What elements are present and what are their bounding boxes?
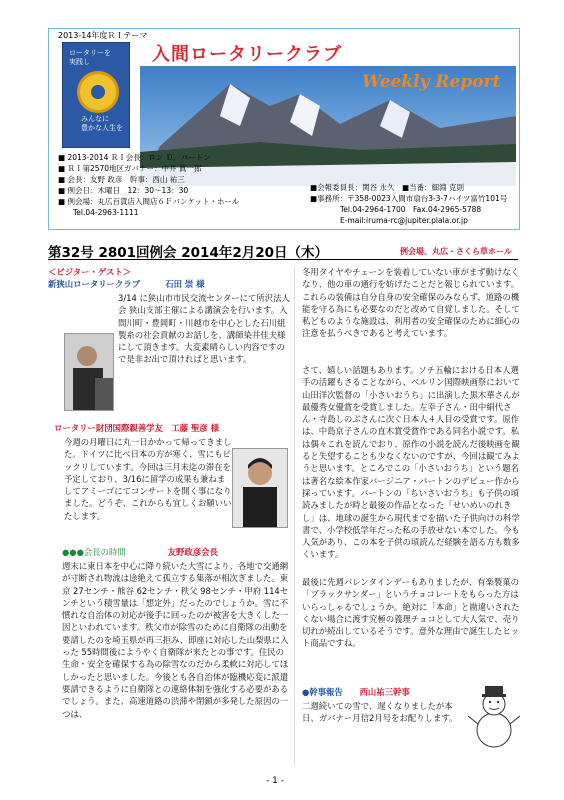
secretary-heading: ●幹事報告 西山祐三幹事: [302, 687, 410, 697]
guest1-text: 3/14 に狭山市市民交流センターにて所沢法人会 狭山支部主催による講演会を行います。入間川町・豊岡町・川越市を中心とした石川組製糸の社会貢献のお話しを、講師染井佳夫様にして頂きます。大変素晴らしい内容ですので是非お出で頂ければと思います。: [118, 293, 290, 365]
president-heading: ●●●会長の時間 友野政彦会長: [62, 547, 218, 557]
guest2-text: 今週の月曜日に丸一日かかって帰ってきました。ドイツに比べ日本の方が寒く、雪にもビックリしています。今回は三月末迄の滞在を予定しており、3/16に留学の成果も兼ねましてアミーゴにてコンサートを開く事になりました。どうぞ、これからも宜しくお願いいたします。: [64, 437, 232, 521]
secretary-text: 二週続いての雪で、遅くなりましたが本日、ガバナー月信2月号をお配りします。: [302, 701, 458, 724]
club-name: 入間ロータリークラブ: [152, 44, 342, 65]
office-info: ■会報委員長：関谷 永久 ■当番：細淵 克則 ■事務所：〒358-0023入間市扇台3-3-7ハイツ富竹101号 Tel.04-2964-1700 Fax.04-2965-5788 E-mail:iruma-rc@jupiter.plala.or.jp: [310, 183, 508, 225]
president-text: 週末に東日本を中心に降り続いた大雪により、各地で交通網が寸断され物流は途絶えて孤立する集落が相次ぎました。東京 27センチ・熊谷 62センチ・秩父 98センチ・甲府 114センチという積雪量は「想定外」だったのでしょうか。雪に不慣れな自治体の対応が後手に回ったのが被害を大きくした一因といわれています。秩父市が除雪のために自衛隊の出動を要請したのを埼玉県が再三拒み、即座に対応した山梨県に入った 55時間後にようやく自衛隊が来たとの事です。住民の生命・安全を確保する為の除雪なのだから柔軟に対応してほしかったと思いました。今後とも各自治体が臨機応変に派遣要請できるように自衛隊との連絡体制を強化する必要があるでしょう。また、高速道路の渋滞や閉鎖が多発した原因の一つは、: [62, 561, 289, 719]
right-text-2: さて、嬉しい話題もあります。ソチ五輪における日本人選手の活躍もさることながら、ベルリン国際映画祭において山田洋次監督の「小さいおうち」に出演した黒木華さんが最優秀女優賞を受賞しました。左幸子さん・田中絹代さん・寺島しのぶさんに次ぐ日本人４人目の受賞です。原作は、中島京子さんの直木賞受賞作である同名小説です。私は偶々これを読んでおり、原作の小説を読んだ後映画を観ると失望することも少なくないのですが、今回は観てみようと思います。ところでこの「小さいおうち」という題名は著名な絵本作家バージニア・バートンのデビュー作から採っています。バートンの「ちいさいおうち」も子供の頃読みましたが時と最後の作品となった「せいめいのれきし」は、地球の誕生から現代までを描いた子供向けの科学書で、小学校低学年だった私の手放せない本でした。今も人気があり、この本を子供の頃読んだ経験を語る方も数多くいます。: [302, 365, 520, 560]
venue-note: 例会場、丸広・さくら草ホール: [400, 247, 512, 256]
club-info: ■ 2013-2014 ＲＩ会長：ロン Ｄ．バートン ■ ＲＩ第2570地区ガバナー：中井 眞一郎 ■ 会長：友野 政彦 幹事：西山 祐三 ■ 例会日：木曜日 12：30～13：30 ■ 例会場：丸広百貨店入間店６Ｆバンケット・ホール Tel.04-2963-1111: [58, 153, 240, 217]
ri-theme-logo: ロータリーを 実践し みんなに 豊かな人生を: [62, 42, 130, 148]
header-rule: [48, 259, 518, 260]
guest2-line: ロータリー財団国際親善学友 工藤 聖彦 様: [54, 423, 219, 433]
theme-label: 2013-14年度ＲＩテーマ: [58, 31, 148, 40]
guest-heading: ＜ビジター・ゲスト＞: [48, 267, 132, 277]
guest1-line: 新狭山ロータリークラブ 石田 崇 様: [48, 279, 205, 290]
issue-line: 第32号 2801回例会 2014年2月20日（木）: [48, 245, 329, 261]
snowman-illustration: [468, 680, 520, 750]
right-text-3: 最後に先週バレンタインデーもありましたが、有楽製菓の「ブラックサンダー」というチョコレートをもらった方はいらっしゃるでしょうか。絶対に「本命」と勘違いされたくない場合に渡す究極の義理チョコとして大人気で、売り切れが続出しているそうです。意外な理由で誕生したヒット商品ですね。: [302, 577, 520, 649]
guest2-photo: [232, 448, 288, 528]
page-number: - 1 -: [266, 776, 284, 786]
guest1-photo: [64, 333, 114, 411]
weekly-report-title: Weekly Report: [362, 72, 501, 92]
right-text-1: 冬用タイヤやチェーンを装着していない車がまず動けなくなり、他の車の通行を妨げたことだと報じられています。これらの装備は自分自身の安全確保のみならず、道路の機能を守る為にも必要なのだと改めて自覚しました。そして私どものような施設は、利用者の安全確保のために細心の注意を払うべきであると考えています。: [302, 267, 520, 339]
column-divider: [294, 266, 295, 766]
guest-section: [48, 266, 288, 291]
rotary-wheel-icon: [77, 71, 119, 113]
